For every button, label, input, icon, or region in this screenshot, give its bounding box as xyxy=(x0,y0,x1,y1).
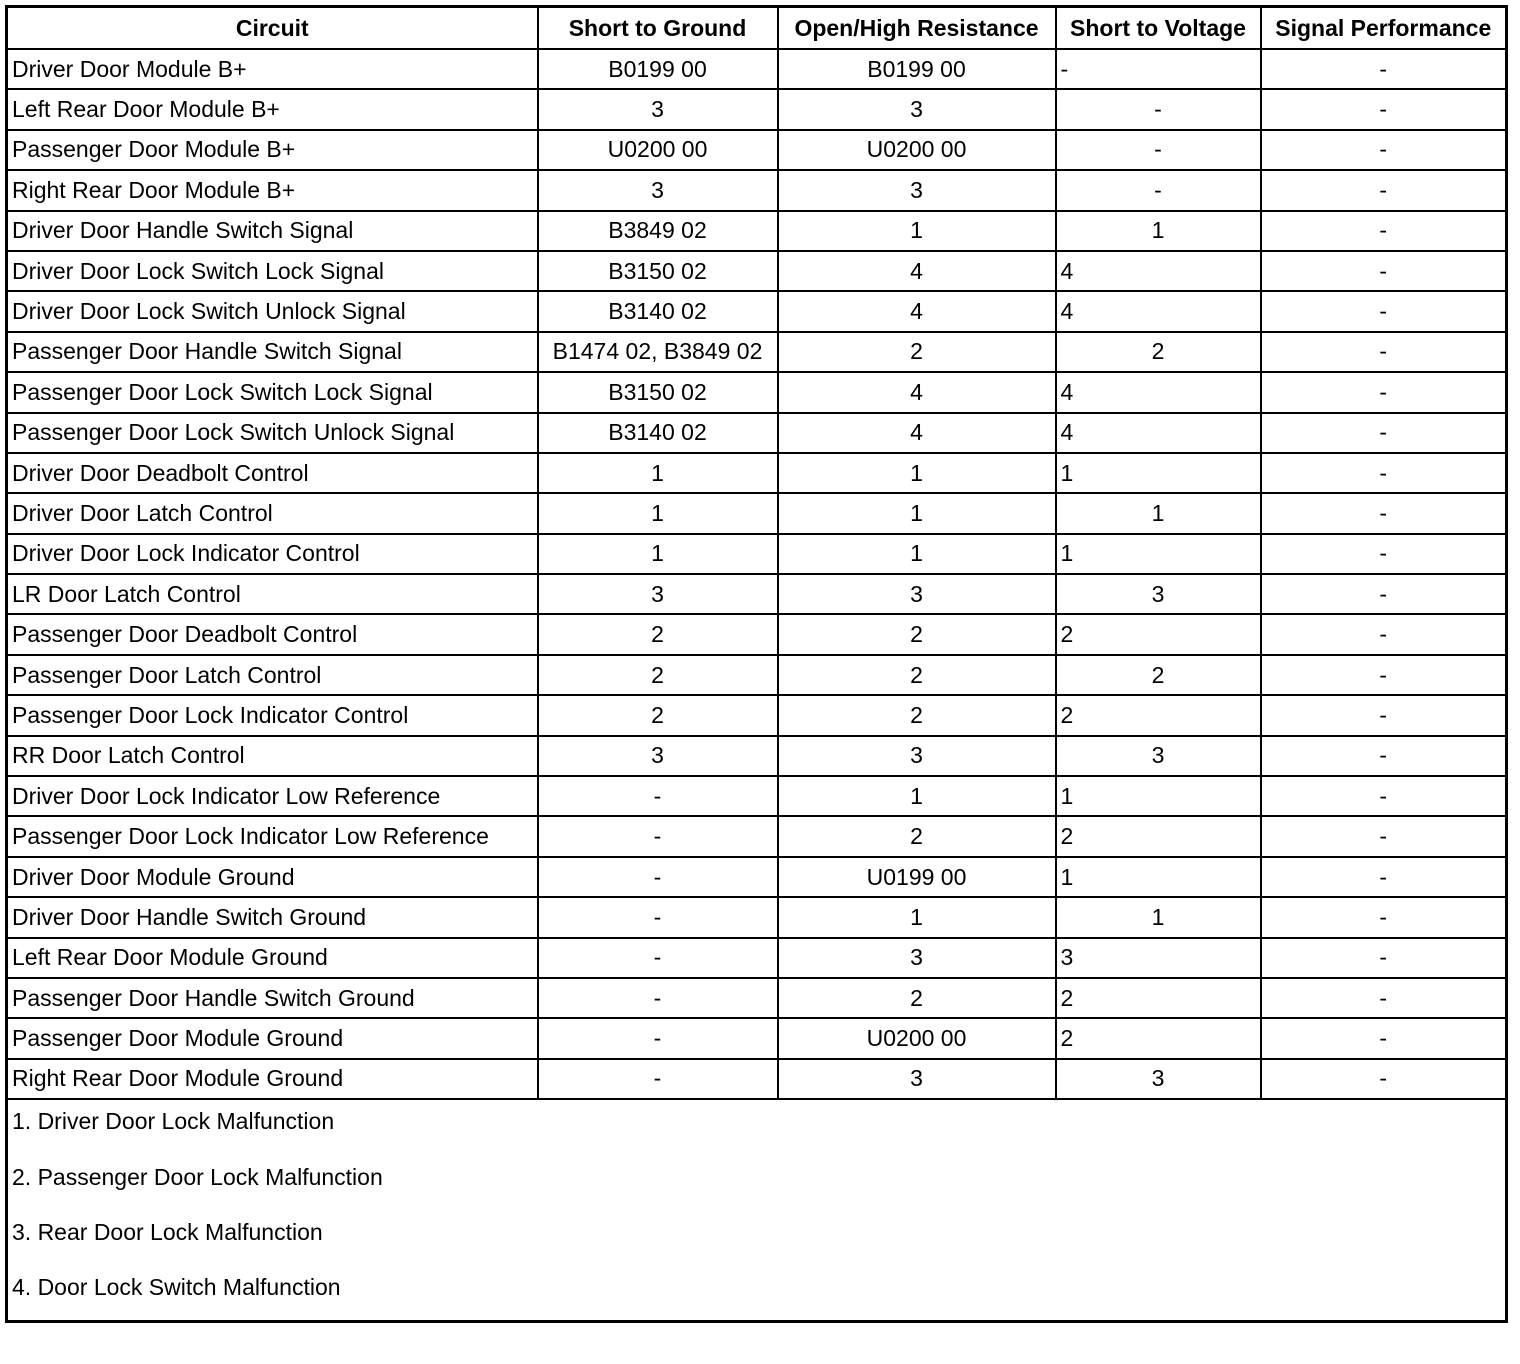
circuit-cell: Passenger Door Lock Indicator Low Reference xyxy=(7,816,538,856)
short-to-voltage-cell: 1 xyxy=(1056,897,1261,937)
circuit-cell: Passenger Door Handle Switch Ground xyxy=(7,978,538,1018)
table-row xyxy=(7,332,1507,372)
note-3: 3. Rear Door Lock Malfunction xyxy=(12,1219,323,1246)
signal-performance-cell: - xyxy=(1261,251,1507,291)
circuit-cell: Passenger Door Lock Indicator Control xyxy=(7,695,538,735)
short-to-voltage-cell: 4 xyxy=(1056,372,1261,412)
header-row xyxy=(7,7,1507,50)
short-to-ground-cell: 3 xyxy=(538,736,778,776)
signal-performance-cell: - xyxy=(1261,978,1507,1018)
table-row xyxy=(7,291,1507,331)
open-high-resistance-cell: 1 xyxy=(778,897,1056,937)
short-to-voltage-cell: 2 xyxy=(1056,614,1261,654)
table-row xyxy=(7,170,1507,210)
circuit-cell: Right Rear Door Module B+ xyxy=(7,170,538,210)
signal-performance-cell: - xyxy=(1261,614,1507,654)
circuit-cell: Driver Door Lock Switch Unlock Signal xyxy=(7,291,538,331)
short-to-voltage-cell: 2 xyxy=(1056,695,1261,735)
note-1: 1. Driver Door Lock Malfunction xyxy=(12,1108,335,1135)
signal-performance-cell: - xyxy=(1261,130,1507,170)
header-short-to-ground: Short to Ground xyxy=(538,7,778,50)
circuit-cell: Driver Door Handle Switch Signal xyxy=(7,211,538,251)
signal-performance-cell: - xyxy=(1261,372,1507,412)
signal-performance-cell: - xyxy=(1261,574,1507,614)
circuit-cell: Passenger Door Lock Switch Lock Signal xyxy=(7,372,538,412)
open-high-resistance-cell: 3 xyxy=(778,89,1056,129)
circuit-cell: Passenger Door Deadbolt Control xyxy=(7,614,538,654)
signal-performance-cell: - xyxy=(1261,776,1507,816)
open-high-resistance-cell: 2 xyxy=(778,614,1056,654)
short-to-voltage-cell: 1 xyxy=(1056,776,1261,816)
short-to-ground-cell: 1 xyxy=(538,453,778,493)
circuit-cell: Passenger Door Module Ground xyxy=(7,1018,538,1058)
circuit-cell: Driver Door Lock Switch Lock Signal xyxy=(7,251,538,291)
open-high-resistance-cell: 1 xyxy=(778,776,1056,816)
table-row xyxy=(7,534,1507,574)
table-row xyxy=(7,1059,1507,1099)
short-to-ground-cell: B1474 02, B3849 02 xyxy=(538,332,778,372)
short-to-ground-cell: U0200 00 xyxy=(538,130,778,170)
short-to-voltage-cell: 2 xyxy=(1056,816,1261,856)
short-to-ground-cell: B3150 02 xyxy=(538,251,778,291)
short-to-voltage-cell: 4 xyxy=(1056,251,1261,291)
note-4: 4. Door Lock Switch Malfunction xyxy=(12,1274,341,1301)
table-row xyxy=(7,453,1507,493)
table-row xyxy=(7,413,1507,453)
short-to-voltage-cell: 2 xyxy=(1056,1018,1261,1058)
signal-performance-cell: - xyxy=(1261,1059,1507,1099)
short-to-voltage-cell: 1 xyxy=(1056,493,1261,533)
header-short-to-voltage: Short to Voltage xyxy=(1056,7,1261,50)
short-to-voltage-cell: 3 xyxy=(1056,938,1261,978)
circuit-cell: Passenger Door Module B+ xyxy=(7,130,538,170)
open-high-resistance-cell: 2 xyxy=(778,695,1056,735)
short-to-voltage-cell: 3 xyxy=(1056,574,1261,614)
short-to-ground-cell: - xyxy=(538,897,778,937)
table-row xyxy=(7,372,1507,412)
signal-performance-cell: - xyxy=(1261,170,1507,210)
circuit-cell: Driver Door Module Ground xyxy=(7,857,538,897)
open-high-resistance-cell: 3 xyxy=(778,1059,1056,1099)
circuit-cell: Left Rear Door Module B+ xyxy=(7,89,538,129)
short-to-ground-cell: - xyxy=(538,857,778,897)
signal-performance-cell: - xyxy=(1261,291,1507,331)
short-to-voltage-cell: 2 xyxy=(1056,332,1261,372)
header-circuit: Circuit xyxy=(7,7,538,50)
note-2: 2. Passenger Door Lock Malfunction xyxy=(12,1164,383,1191)
short-to-ground-cell: - xyxy=(538,1059,778,1099)
signal-performance-cell: - xyxy=(1261,1018,1507,1058)
open-high-resistance-cell: U0200 00 xyxy=(778,1018,1056,1058)
table-row xyxy=(7,938,1507,978)
table-row xyxy=(7,130,1507,170)
short-to-voltage-cell: - xyxy=(1056,49,1261,89)
open-high-resistance-cell: 2 xyxy=(778,655,1056,695)
signal-performance-cell: - xyxy=(1261,89,1507,129)
open-high-resistance-cell: 1 xyxy=(778,534,1056,574)
signal-performance-cell: - xyxy=(1261,897,1507,937)
circuit-cell: Left Rear Door Module Ground xyxy=(7,938,538,978)
short-to-ground-cell: B3849 02 xyxy=(538,211,778,251)
signal-performance-cell: - xyxy=(1261,332,1507,372)
short-to-voltage-cell: 1 xyxy=(1056,453,1261,493)
table-row xyxy=(7,251,1507,291)
table-row xyxy=(7,736,1507,776)
open-high-resistance-cell: 2 xyxy=(778,978,1056,1018)
open-high-resistance-cell: 3 xyxy=(778,574,1056,614)
short-to-ground-cell: B3140 02 xyxy=(538,291,778,331)
signal-performance-cell: - xyxy=(1261,857,1507,897)
open-high-resistance-cell: 4 xyxy=(778,291,1056,331)
circuit-cell: Driver Door Latch Control xyxy=(7,493,538,533)
table-row xyxy=(7,574,1507,614)
table-row xyxy=(7,211,1507,251)
circuit-diagnostic-table xyxy=(5,5,1508,1323)
open-high-resistance-cell: U0199 00 xyxy=(778,857,1056,897)
open-high-resistance-cell: 4 xyxy=(778,413,1056,453)
short-to-ground-cell: 3 xyxy=(538,170,778,210)
header-open-high-resistance: Open/High Resistance xyxy=(778,7,1056,50)
open-high-resistance-cell: 2 xyxy=(778,816,1056,856)
short-to-ground-cell: - xyxy=(538,776,778,816)
short-to-ground-cell: 1 xyxy=(538,534,778,574)
short-to-ground-cell: 1 xyxy=(538,493,778,533)
short-to-ground-cell: 3 xyxy=(538,89,778,129)
table-row xyxy=(7,49,1507,89)
short-to-ground-cell: - xyxy=(538,1018,778,1058)
short-to-ground-cell: - xyxy=(538,978,778,1018)
short-to-ground-cell: B3150 02 xyxy=(538,372,778,412)
circuit-cell: Right Rear Door Module Ground xyxy=(7,1059,538,1099)
short-to-voltage-cell: 2 xyxy=(1056,978,1261,1018)
short-to-ground-cell: 2 xyxy=(538,695,778,735)
open-high-resistance-cell: 4 xyxy=(778,251,1056,291)
signal-performance-cell: - xyxy=(1261,736,1507,776)
short-to-ground-cell: - xyxy=(538,816,778,856)
signal-performance-cell: - xyxy=(1261,695,1507,735)
circuit-cell: Passenger Door Handle Switch Signal xyxy=(7,332,538,372)
open-high-resistance-cell: U0200 00 xyxy=(778,130,1056,170)
short-to-ground-cell: B3140 02 xyxy=(538,413,778,453)
circuit-cell: RR Door Latch Control xyxy=(7,736,538,776)
signal-performance-cell: - xyxy=(1261,655,1507,695)
open-high-resistance-cell: 3 xyxy=(778,736,1056,776)
short-to-ground-cell: 3 xyxy=(538,574,778,614)
short-to-ground-cell: B0199 00 xyxy=(538,49,778,89)
circuit-cell: Passenger Door Lock Switch Unlock Signal xyxy=(7,413,538,453)
short-to-voltage-cell: 4 xyxy=(1056,291,1261,331)
short-to-voltage-cell: 1 xyxy=(1056,534,1261,574)
table-row xyxy=(7,655,1507,695)
short-to-voltage-cell: - xyxy=(1056,89,1261,129)
table-row xyxy=(7,776,1507,816)
circuit-cell: Driver Door Handle Switch Ground xyxy=(7,897,538,937)
short-to-voltage-cell: 3 xyxy=(1056,736,1261,776)
short-to-voltage-cell: 4 xyxy=(1056,413,1261,453)
circuit-cell: Driver Door Lock Indicator Control xyxy=(7,534,538,574)
circuit-cell: Driver Door Lock Indicator Low Reference xyxy=(7,776,538,816)
signal-performance-cell: - xyxy=(1261,453,1507,493)
short-to-ground-cell: 2 xyxy=(538,655,778,695)
open-high-resistance-cell: 1 xyxy=(778,211,1056,251)
signal-performance-cell: - xyxy=(1261,211,1507,251)
open-high-resistance-cell: 2 xyxy=(778,332,1056,372)
open-high-resistance-cell: B0199 00 xyxy=(778,49,1056,89)
table-row xyxy=(7,816,1507,856)
notes-cell xyxy=(7,1099,1507,1322)
short-to-voltage-cell: - xyxy=(1056,170,1261,210)
notes-row xyxy=(7,1099,1507,1322)
short-to-voltage-cell: - xyxy=(1056,130,1261,170)
table-row xyxy=(7,89,1507,129)
table-row xyxy=(7,614,1507,654)
signal-performance-cell: - xyxy=(1261,534,1507,574)
table-row xyxy=(7,857,1507,897)
signal-performance-cell: - xyxy=(1261,493,1507,533)
circuit-cell: Driver Door Module B+ xyxy=(7,49,538,89)
open-high-resistance-cell: 1 xyxy=(778,453,1056,493)
circuit-cell: Driver Door Deadbolt Control xyxy=(7,453,538,493)
short-to-voltage-cell: 1 xyxy=(1056,857,1261,897)
circuit-cell: LR Door Latch Control xyxy=(7,574,538,614)
signal-performance-cell: - xyxy=(1261,816,1507,856)
circuit-cell: Passenger Door Latch Control xyxy=(7,655,538,695)
short-to-voltage-cell: 2 xyxy=(1056,655,1261,695)
short-to-voltage-cell: 3 xyxy=(1056,1059,1261,1099)
open-high-resistance-cell: 3 xyxy=(778,938,1056,978)
short-to-ground-cell: 2 xyxy=(538,614,778,654)
open-high-resistance-cell: 1 xyxy=(778,493,1056,533)
table-row xyxy=(7,978,1507,1018)
table-row xyxy=(7,695,1507,735)
short-to-voltage-cell: 1 xyxy=(1056,211,1261,251)
table-row xyxy=(7,493,1507,533)
header-signal-performance: Signal Performance xyxy=(1261,7,1507,50)
table-row xyxy=(7,897,1507,937)
signal-performance-cell: - xyxy=(1261,413,1507,453)
open-high-resistance-cell: 3 xyxy=(778,170,1056,210)
table-row xyxy=(7,1018,1507,1058)
signal-performance-cell: - xyxy=(1261,938,1507,978)
open-high-resistance-cell: 4 xyxy=(778,372,1056,412)
short-to-ground-cell: - xyxy=(538,938,778,978)
signal-performance-cell: - xyxy=(1261,49,1507,89)
